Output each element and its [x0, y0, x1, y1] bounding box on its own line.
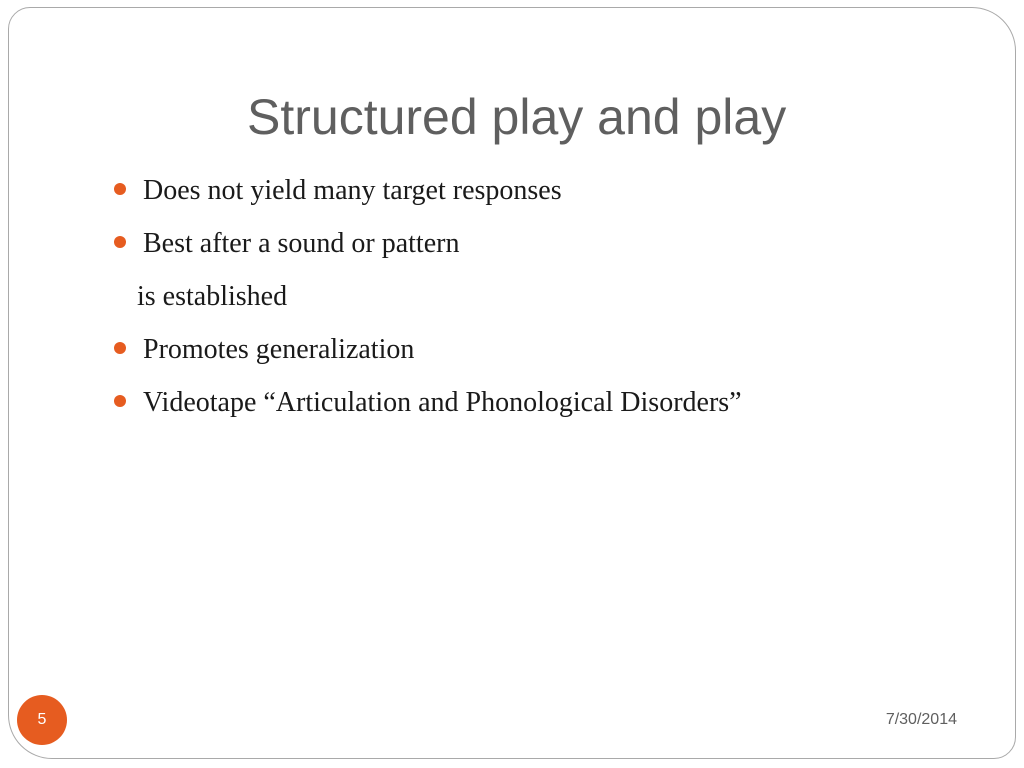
slide-title: Structured play and play — [247, 89, 787, 145]
bullet-dot-icon — [114, 183, 126, 195]
bullet-text: Videotape “Articulation and Phonological Disorders” — [143, 387, 742, 418]
slide-number-badge: 5 — [17, 695, 67, 745]
bullet-dot-icon — [114, 236, 126, 248]
bullet-dot-icon — [114, 395, 126, 407]
bullet-text: Best after a sound or pattern — [143, 228, 460, 259]
bullet-dot-icon — [114, 342, 126, 354]
slide-date: 7/30/2014 — [885, 711, 957, 728]
bullet-text: Does not yield many target responses — [143, 175, 562, 206]
bullet-text: Promotes generalization — [143, 334, 415, 365]
bullet-text: is established — [137, 281, 288, 312]
